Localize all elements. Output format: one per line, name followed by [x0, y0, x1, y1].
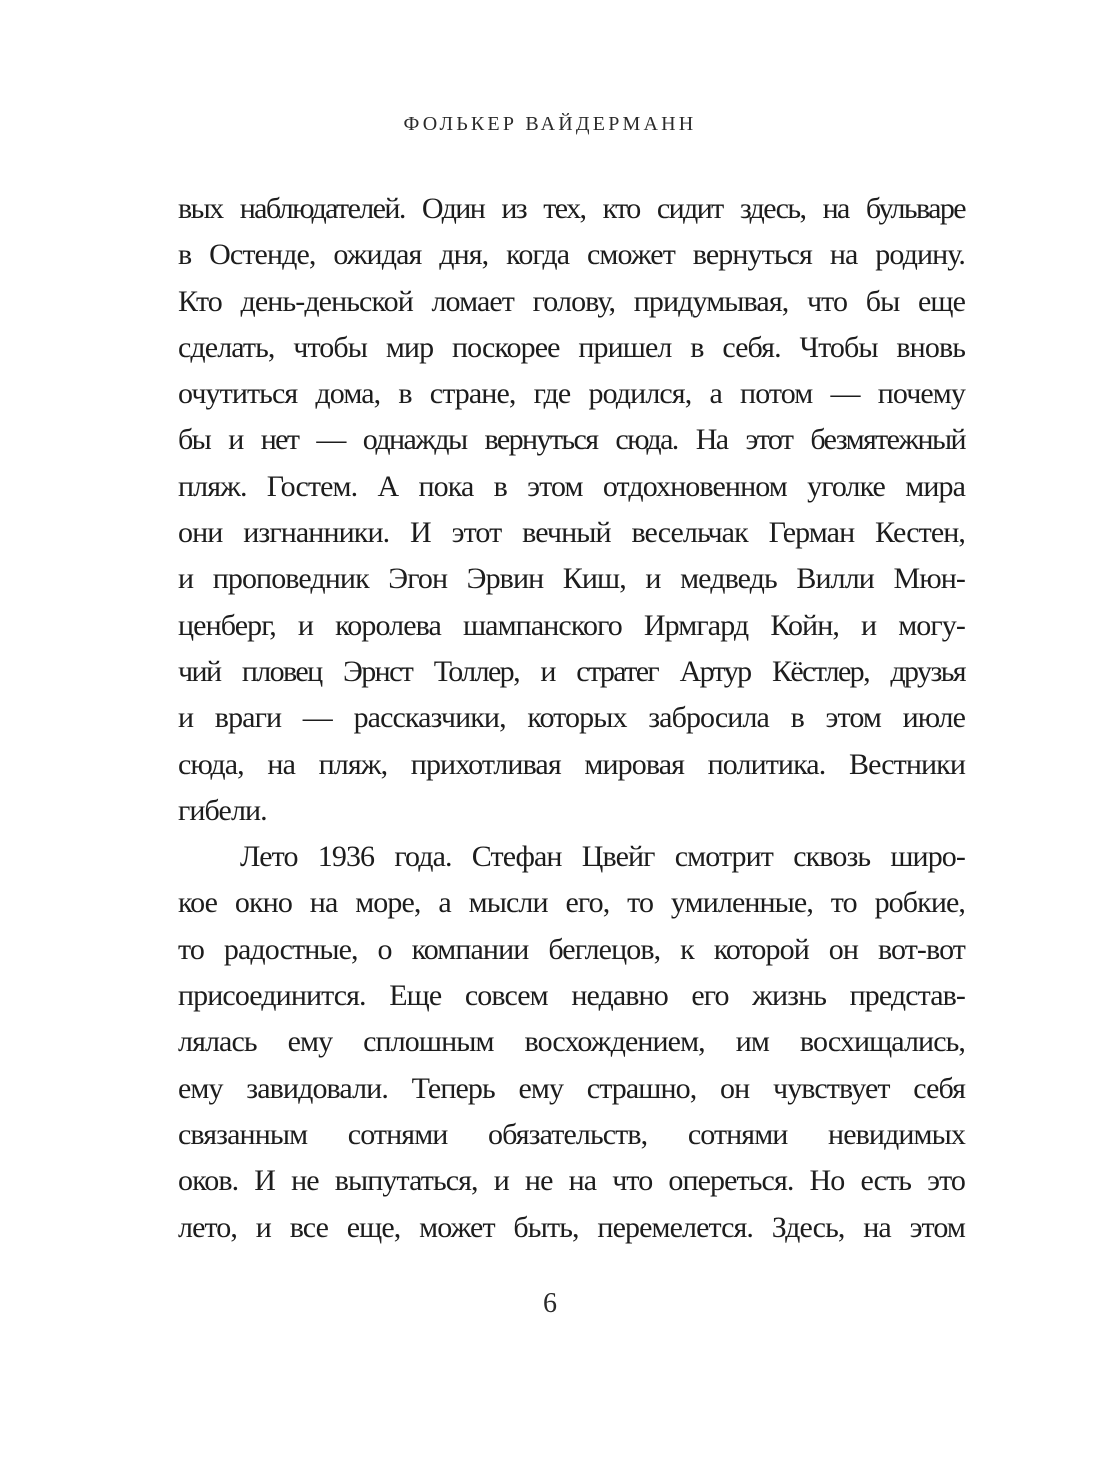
text-line: кое окно на море, а мысли его, то умиленные, то робкие, [178, 886, 965, 920]
text-line: и проповедник Эгон Эрвин Киш, и медведь Вилли Мюн- [178, 562, 965, 596]
text-line: чий пловец Эрнст Толлер, и стратег Артур Кёстлер, друзья [178, 654, 965, 688]
text-line: ценберг, и королева шампанского Ирмгард Койн, и могу- [178, 608, 965, 642]
text-line: гибели. [178, 793, 267, 827]
page-number: 6 [543, 1288, 557, 1319]
text-line: оков. И не выпутаться, и не на что опереться. Но есть это [178, 1164, 965, 1198]
text-line: сюда, на пляж, прихотливая мировая политика. Вестники [178, 747, 965, 781]
text-line: лето, и все еще, может быть, перемелется. Здесь, на этом [178, 1210, 965, 1244]
body-text [178, 186, 965, 1251]
running-head-author: ФОЛЬКЕР ВАЙДЕРМАНН [403, 113, 697, 135]
text-line: очутиться дома, в стране, где родился, а потом — почему [178, 377, 965, 411]
text-line: вых наблюдателей. Один из тех, кто сидит здесь, на бульваре [178, 192, 965, 225]
text-line: и враги — рассказчики, которых забросила в этом июле [178, 701, 965, 735]
text-line: связанным сотнями обязательств, сотнями невидимых [178, 1117, 965, 1151]
text-line: то радостные, о компании беглецов, к которой он вот-вот [178, 932, 965, 966]
paragraph-first-line: Лето 1936 года. Стефан Цвейг смотрит сквозь широ- [240, 840, 965, 874]
text-line: ему завидовали. Теперь ему страшно, он чувствует себя [178, 1071, 965, 1105]
text-line: в Остенде, ожидая дня, когда сможет вернуться на родину. [178, 238, 965, 272]
text-line: бы и нет — однажды вернуться сюда. На этот безмятежный [178, 423, 965, 457]
text-line: присоединится. Еще совсем недавно его жизнь представ- [178, 979, 965, 1013]
text-line: Кто день-деньской ломает голову, придумывая, что бы еще [178, 284, 965, 318]
text-line: сделать, чтобы мир поскорее пришел в себя. Чтобы вновь [178, 330, 965, 364]
text-line: пляж. Гостем. А пока в этом отдохновенном уголке мира [178, 469, 965, 503]
text-line: лялась ему сплошным восхождением, им восхищались, [178, 1025, 965, 1059]
text-line: они изгнанники. И этот вечный весельчак Герман Кестен, [178, 516, 965, 550]
